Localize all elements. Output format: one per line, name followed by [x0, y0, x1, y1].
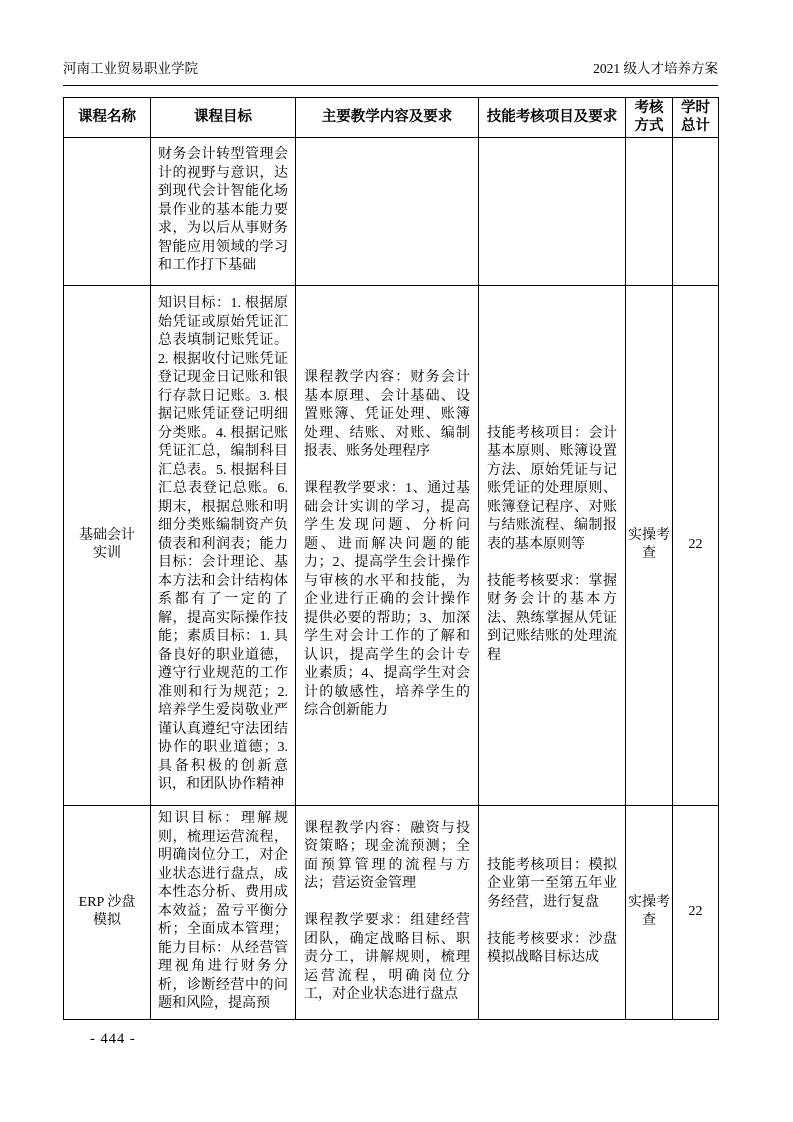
cell-course-name: ERP 沙盘模拟 [64, 805, 151, 1019]
cell-total-hours: 22 [673, 285, 719, 805]
cell-skill-assessment [479, 137, 626, 285]
teaching-content-paragraph: 课程教学内容：财务会计基本原理、会计基础、设置账簿、凭证处理、账簿处理、结账、对账、编制报表、账务处理程序 [304, 370, 470, 460]
skill-assessment-items-paragraph: 技能考核项目：模拟企业第一至第五年业务经营，进行复盘 [487, 857, 617, 910]
cell-teaching-content [296, 137, 479, 285]
table-row-basic-accounting-training [64, 285, 719, 805]
teaching-content-paragraph: 课程教学内容：融资与投资策略；现金流预测；全面预算管理的流程与方法；营运资金管理 [304, 820, 470, 892]
cell-assessment-method [626, 137, 673, 285]
header-program-title: 2021 级人才培养方案 [593, 61, 718, 76]
table-row-erp-sandbox-simulation [64, 805, 719, 1019]
cell-skill-assessment [479, 805, 626, 1019]
col-header-assessment-method: 考核方式 [626, 97, 673, 137]
cell-total-hours: 22 [673, 805, 719, 1019]
cell-course-name: 基础会计实训 [64, 285, 151, 805]
skill-assessment-requirements-paragraph: 技能考核要求：沙盘模拟战略目标达成 [487, 931, 617, 966]
page-number: - 444 - [90, 1031, 136, 1047]
cell-assessment-method: 实操考查 [626, 285, 673, 805]
cell-teaching-content [296, 285, 479, 805]
cell-course-name [64, 137, 151, 285]
skill-assessment-requirements-paragraph: 技能考核要求：掌握财务会计的基本方法、熟练掌握从凭证到记账结账的处理流程 [487, 573, 617, 663]
col-header-skill-assessment: 技能考核项目及要求 [479, 97, 626, 137]
col-header-course-name: 课程名称 [64, 97, 151, 137]
teaching-requirements-paragraph: 课程教学要求：组建经营团队，确定战略目标、职责分工，讲解规则，梳理运营流程，明确岗位分工，对企业状态进行盘点 [304, 913, 470, 1003]
page-header [63, 60, 718, 86]
skill-assessment-items-paragraph: 技能考核项目：会计基本原则、账簿设置方法、原始凭证与记账凭证的处理原则、账簿登记程序、对账与结账流程、编制报表的基本原则等 [487, 425, 617, 552]
cell-course-objectives: 财务会计转型管理会计的视野与意识，达到现代会计智能化场景作业的基本能力要求，为以后从事财务智能应用领域的学习和工作打下基础 [151, 137, 296, 285]
cell-course-objectives: 知识目标：理解规则，梳理运营流程，明确岗位分工，对企业状态进行盘点，成本性态分析、费用成本效益；盈亏平衡分析；全面成本管理；能力目标：从经营管理视角进行财务分析，诊断经营中的问题和风险，提高预 [151, 805, 296, 1019]
col-header-total-hours: 学时总计 [673, 97, 719, 137]
teaching-requirements-paragraph: 课程教学要求：1、通过基础会计实训的学习，提高学生发现问题、分析问题、进而解决问题的能力；2、提高学生会计操作与审核的水平和技能，为企业进行正确的会计操作提供必要的帮助；3、加深学生对会计工作的了解和认识，提高学生的会计专业素质；4、提高学生对会计的敏感性，培养学生的综合创新能力 [304, 481, 470, 719]
col-header-teaching-content: 主要教学内容及要求 [296, 97, 479, 137]
cell-course-objectives: 知识目标：1. 根据原始凭证或原始凭证汇总表填制记账凭证。2. 根据收付记账凭证登记现金日记账和银行存款日记账。3. 根据记账凭证登记明细分类账。4. 根据记账凭证汇总，编制科目汇总表。5. 根据科目汇总表登记总账。6. 期末，根据总账和明细分类账编制资产负债表和利润表；能力目标：会计理论、基本方法和会计结构体系都有了一定的了解，提高实际操作技能；素质目标：1. 具备良好的职业道德，遵守行业规范的工作准则和行为规范；2. 培养学生爱岗敬业严谨认真遵纪守法团结协作的职业道德；3. 具备积极的创新意识，和团队协作精神 [151, 285, 296, 805]
cell-teaching-content [296, 805, 479, 1019]
table-row-continuation [64, 137, 719, 285]
cell-total-hours [673, 137, 719, 285]
table-header-row [64, 97, 719, 137]
col-header-objectives: 课程目标 [151, 97, 296, 137]
cell-assessment-method: 实操考查 [626, 805, 673, 1019]
course-table [63, 97, 719, 1020]
header-school-name: 河南工业贸易职业学院 [63, 61, 198, 76]
cell-skill-assessment [479, 285, 626, 805]
